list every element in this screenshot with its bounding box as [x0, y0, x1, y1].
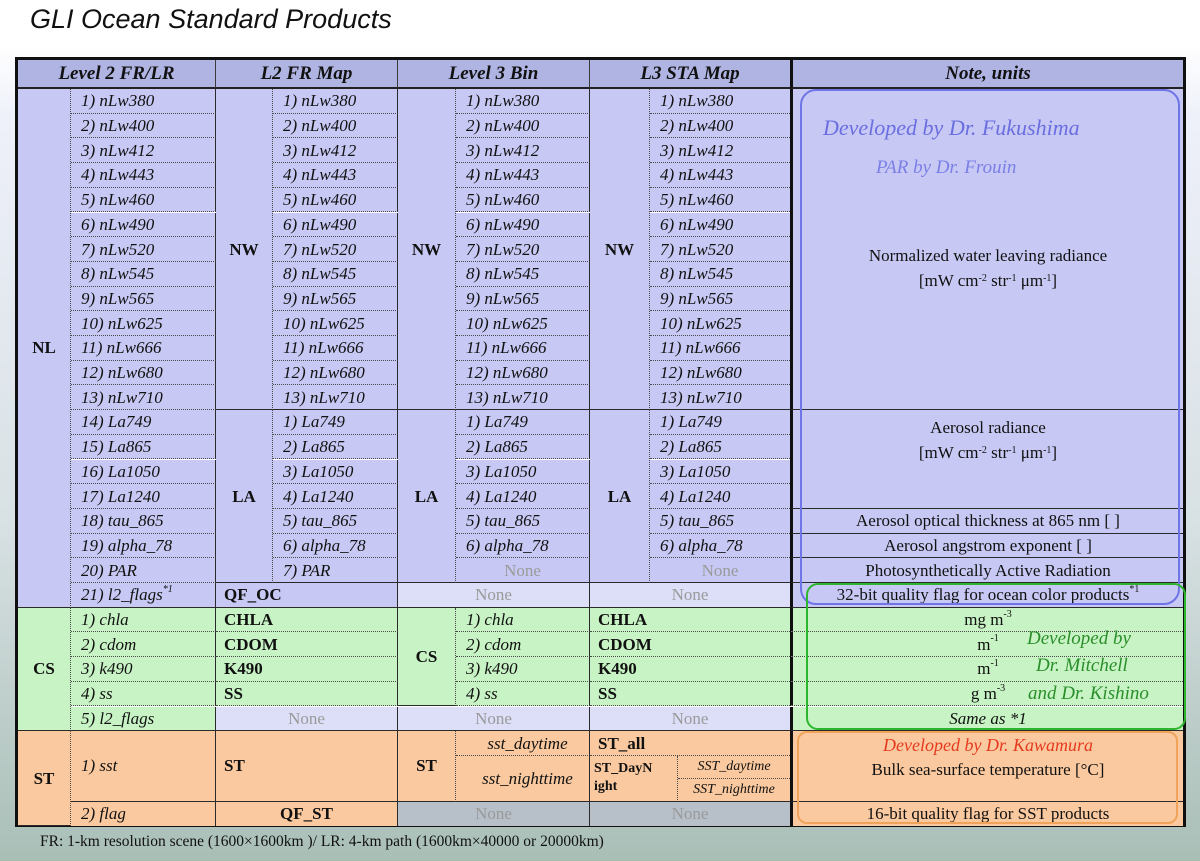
l2-item: 12) nLw680	[71, 361, 216, 386]
group-la-sta: LA	[590, 410, 650, 583]
note-aerosol-title: Aerosol radiance	[930, 418, 1046, 438]
la-map-item: 5) tau_865	[273, 509, 398, 534]
st-flag: 2) flag	[71, 802, 216, 827]
nw-sta-item: 7) nLw520	[650, 237, 790, 262]
page-title: GLI Ocean Standard Products	[30, 4, 392, 34]
superscript: -1	[1043, 273, 1052, 285]
st-bin-day: sst_daytime	[456, 731, 590, 756]
nw-sta-item: 1) nLw380	[650, 89, 790, 114]
l2-item: 11) nLw666	[71, 336, 216, 361]
la-bin-item: 1) La749	[456, 410, 590, 435]
nw-bin-item: 5) nLw460	[456, 188, 590, 213]
l2-item: 20) PAR	[71, 558, 216, 583]
nw-bin-item: 12) nLw680	[456, 361, 590, 386]
cs-bin-item: 3) k490	[456, 657, 590, 682]
cs-sta-item: SS	[590, 682, 790, 707]
la-sta-item: 5) tau_865	[650, 509, 790, 534]
st-sta-daynight	[590, 756, 678, 802]
la-sta-item: 6) alpha_78	[650, 534, 790, 559]
l2-item: 10) nLw625	[71, 311, 216, 336]
nw-bin-item: 13) nLw710	[456, 385, 590, 410]
nw-bin-item: 2) nLw400	[456, 114, 590, 139]
la-map-item: 2) La865	[273, 435, 398, 460]
nw-sta-item: 5) nLw460	[650, 188, 790, 213]
la-sta-none: None	[650, 558, 790, 583]
nw-map-item: 12) nLw680	[273, 361, 398, 386]
qf-oc-map: QF_OC	[216, 583, 398, 608]
note-aerosol-units	[919, 441, 1057, 466]
header-l3-sta-map: L3 STA Map	[590, 60, 790, 89]
cs-flags-bin-none: None	[398, 707, 590, 732]
cs-l2-item: 2) cdom	[71, 632, 216, 657]
l2-item: 6) nLw490	[71, 213, 216, 238]
la-sta-item: 4) La1240	[650, 484, 790, 509]
nw-map-item: 10) nLw625	[273, 311, 398, 336]
cs-l2-item: 1) chla	[71, 608, 216, 633]
text-span: str	[986, 442, 1009, 462]
nw-map-item: 6) nLw490	[273, 213, 398, 238]
cs-flags-sta-none: None	[590, 707, 790, 732]
nw-bin-item: 9) nLw565	[456, 287, 590, 312]
la-bin-item: 4) La1240	[456, 484, 590, 509]
superscript: *1	[162, 583, 173, 595]
nw-bin-item: 11) nLw666	[456, 336, 590, 361]
l2-item: 13) nLw710	[71, 385, 216, 410]
note-qf-text: 32-bit quality flag for ocean color products	[836, 585, 1130, 605]
st-flag-sta-none: None	[590, 802, 790, 827]
l2-item: 5) nLw460	[71, 188, 216, 213]
l2-flags-label: 21) l2_flags	[81, 585, 163, 605]
la-bin-item: 6) alpha_78	[456, 534, 590, 559]
nw-sta-item: 8) nLw545	[650, 262, 790, 287]
qf-oc-sta-none: None	[590, 583, 790, 608]
st-sta-all: ST_all	[590, 731, 790, 756]
l2-item: 1) nLw380	[71, 89, 216, 114]
note-stflag: 16-bit quality flag for SST products	[790, 802, 1183, 827]
cs-bin-item: 1) chla	[456, 608, 590, 633]
superscript: -3	[1003, 608, 1012, 620]
la-map-item: 7) PAR	[273, 558, 398, 583]
mitchell-label-1: Developed by	[1027, 628, 1131, 649]
note-nw-units	[919, 269, 1057, 294]
unit-text: g m	[970, 684, 997, 704]
nw-bin-item: 8) nLw545	[456, 262, 590, 287]
cs-sta-item: K490	[590, 657, 790, 682]
kawamura-label: Developed by Dr. Kawamura	[883, 735, 1093, 755]
l2-item: 19) alpha_78	[71, 534, 216, 559]
l2-item: 18) tau_865	[71, 509, 216, 534]
note-sst: Bulk sea-surface temperature [°C]	[790, 731, 1183, 801]
st-bin-night: sst_nighttime	[456, 756, 590, 802]
nw-bin-item: 6) nLw490	[456, 213, 590, 238]
cs-bin-item: 2) cdom	[456, 632, 590, 657]
text-span: str	[986, 271, 1009, 291]
group-nl: NL	[18, 89, 71, 608]
superscript: -2	[978, 273, 987, 285]
la-map-item: 6) alpha_78	[273, 534, 398, 559]
note-alpha: Aerosol angstrom exponent [ ]	[790, 534, 1183, 559]
text-span: [mW cm	[918, 442, 979, 462]
st-daynight-line2: ight	[594, 779, 618, 795]
nw-sta-item: 11) nLw666	[650, 336, 790, 361]
nw-map-item: 11) nLw666	[273, 336, 398, 361]
header-note: Note, units	[790, 60, 1183, 89]
l2-flags-item	[71, 583, 216, 608]
la-sta-item: 1) La749	[650, 410, 790, 435]
group-nw-map: NW	[216, 89, 273, 410]
cs-map-item: K490	[216, 657, 398, 682]
group-la-bin: LA	[398, 410, 456, 583]
nw-map-item: 3) nLw412	[273, 138, 398, 163]
superscript: -2	[978, 444, 987, 456]
nw-map-item: 7) nLw520	[273, 237, 398, 262]
text-span: ]	[1051, 271, 1058, 291]
la-bin-item: 5) tau_865	[456, 509, 590, 534]
text-span: ]	[1051, 442, 1058, 462]
qf-oc-bin-none: None	[398, 583, 590, 608]
st-sta-sday: SST_daytime	[678, 756, 790, 779]
cs-sta-item: CDOM	[590, 632, 790, 657]
nw-bin-item: 7) nLw520	[456, 237, 590, 262]
la-sta-item: 2) La865	[650, 435, 790, 460]
frouin-label: PAR by Dr. Frouin	[876, 157, 1017, 178]
header-l2-map: L2 FR Map	[216, 60, 398, 89]
nw-bin-item: 10) nLw625	[456, 311, 590, 336]
l2-item: 16) La1050	[71, 460, 216, 485]
note-same: Same as *1	[790, 707, 1183, 732]
l2-item: 14) La749	[71, 410, 216, 435]
mitchell-label-2: Dr. Mitchell	[1036, 655, 1128, 676]
header-level2: Level 2 FR/LR	[18, 60, 216, 89]
st-flag-bin-none: None	[398, 802, 590, 827]
nw-sta-item: 3) nLw412	[650, 138, 790, 163]
unit-text: m	[977, 659, 991, 679]
note-qf	[790, 583, 1183, 608]
st-map: ST	[216, 731, 398, 801]
nw-map-item: 4) nLw443	[273, 163, 398, 188]
nw-map-item: 5) nLw460	[273, 188, 398, 213]
superscript: -1	[1008, 273, 1017, 285]
nw-map-item: 9) nLw565	[273, 287, 398, 312]
l2-item: 9) nLw565	[71, 287, 216, 312]
la-bin-none: None	[456, 558, 590, 583]
group-nw-bin: NW	[398, 89, 456, 410]
superscript: *1	[1129, 583, 1140, 595]
nw-bin-item: 1) nLw380	[456, 89, 590, 114]
text-span: [mW cm	[918, 271, 979, 291]
cs-flags-map-none: None	[216, 707, 398, 732]
st-daynight-line1: ST_DayN	[594, 761, 653, 777]
note-par: Photosynthetically Active Radiation	[790, 558, 1183, 583]
nw-map-item: 2) nLw400	[273, 114, 398, 139]
l2-item: 3) nLw412	[71, 138, 216, 163]
note-aerosol	[790, 410, 1183, 509]
la-sta-item: 3) La1050	[650, 460, 790, 485]
cs-l2-item: 4) ss	[71, 682, 216, 707]
l2-item: 7) nLw520	[71, 237, 216, 262]
nw-sta-item: 4) nLw443	[650, 163, 790, 188]
footer-note: FR: 1-km resolution scene (1600×1600km )/ LR: 4-km path (1600km×40000 or 20000km)	[40, 833, 604, 850]
group-cs-bin: CS	[398, 608, 456, 707]
group-la-map: LA	[216, 410, 273, 583]
cs-bin-item: 4) ss	[456, 682, 590, 707]
group-st-bin: ST	[398, 731, 456, 801]
group-nw-sta: NW	[590, 89, 650, 410]
superscript: -1	[1008, 444, 1017, 456]
cs-map-item: CHLA	[216, 608, 398, 633]
group-cs: CS	[18, 608, 71, 732]
fukushima-label: Developed by Dr. Fukushima	[823, 115, 1080, 140]
superscript: -3	[996, 682, 1006, 694]
superscript: -1	[990, 633, 999, 645]
mitchell-label-3: and Dr. Kishino	[1028, 683, 1149, 704]
cs-flags-item: 5) l2_flags	[71, 707, 216, 732]
st-sta-snight: SST_nighttime	[678, 779, 790, 802]
unit-text: mg m	[964, 610, 1004, 630]
l2-item: 4) nLw443	[71, 163, 216, 188]
header-level3-bin: Level 3 Bin	[398, 60, 590, 89]
nw-sta-item: 12) nLw680	[650, 361, 790, 386]
nw-sta-item: 2) nLw400	[650, 114, 790, 139]
note-nw-title: Normalized water leaving radiance	[868, 246, 1108, 266]
la-map-item: 4) La1240	[273, 484, 398, 509]
cs-map-item: SS	[216, 682, 398, 707]
nw-bin-item: 3) nLw412	[456, 138, 590, 163]
l2-item: 15) La865	[71, 435, 216, 460]
cs-map-item: CDOM	[216, 632, 398, 657]
nw-map-item: 1) nLw380	[273, 89, 398, 114]
l2-item: 8) nLw545	[71, 262, 216, 287]
st-l2-sst: 1) sst	[71, 731, 216, 801]
cs-l2-item: 3) k490	[71, 657, 216, 682]
text-span: μm	[1016, 442, 1044, 462]
group-st: ST	[18, 731, 71, 826]
nw-sta-item: 6) nLw490	[650, 213, 790, 238]
la-bin-item: 2) La865	[456, 435, 590, 460]
nw-sta-item: 10) nLw625	[650, 311, 790, 336]
note-tau: Aerosol optical thickness at 865 nm [ ]	[790, 509, 1183, 534]
nw-bin-item: 4) nLw443	[456, 163, 590, 188]
nw-sta-item: 13) nLw710	[650, 385, 790, 410]
text-span: μm	[1016, 271, 1044, 291]
st-qf: QF_ST	[216, 802, 398, 827]
cs-sta-item: CHLA	[590, 608, 790, 633]
la-bin-item: 3) La1050	[456, 460, 590, 485]
nw-sta-item: 9) nLw565	[650, 287, 790, 312]
unit-text: m	[977, 634, 991, 654]
nw-map-item: 8) nLw545	[273, 262, 398, 287]
l2-item: 2) nLw400	[71, 114, 216, 139]
la-map-item: 3) La1050	[273, 460, 398, 485]
superscript: -1	[1043, 444, 1052, 456]
la-map-item: 1) La749	[273, 410, 398, 435]
l2-item: 17) La1240	[71, 484, 216, 509]
nw-map-item: 13) nLw710	[273, 385, 398, 410]
superscript: -1	[990, 657, 999, 669]
